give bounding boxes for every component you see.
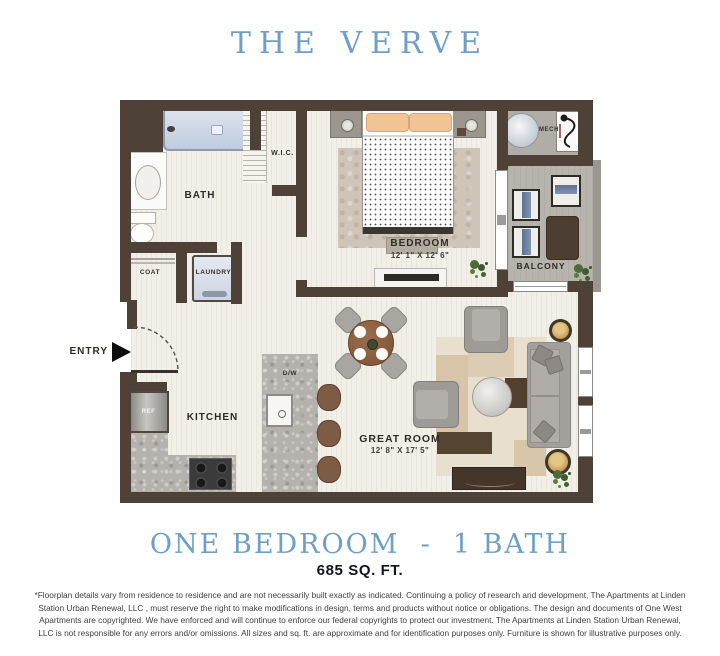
- wall: [578, 397, 593, 405]
- centerpiece: [367, 339, 378, 350]
- water-heater: [504, 113, 539, 148]
- ref-label: REF: [141, 409, 156, 415]
- armchair-left: [413, 381, 459, 428]
- wall: [120, 242, 217, 253]
- tub-drain: [211, 125, 223, 135]
- bar-stool-3: [317, 456, 341, 483]
- plate: [376, 348, 388, 360]
- bar-stool-2: [317, 420, 341, 447]
- wall: [120, 100, 593, 111]
- footboard: [363, 227, 453, 234]
- pillow-right: [409, 113, 452, 132]
- duvet: [363, 135, 453, 229]
- bedroom-dims: 12' 1" X 12' 6": [390, 251, 450, 260]
- square-footage: 685 SQ. FT.: [316, 562, 404, 579]
- nightstand-left: [330, 110, 362, 138]
- plate: [354, 326, 366, 338]
- sink-basin: [135, 165, 161, 200]
- balcony-sliding-door: [513, 281, 568, 292]
- bath-label: BATH: [184, 190, 216, 201]
- washer-door: [202, 291, 227, 297]
- bedroom-balcony-window: [495, 170, 508, 270]
- dw-label: D/W: [282, 370, 298, 377]
- bedroom-label: BEDROOM: [390, 238, 450, 249]
- wall: [568, 281, 593, 292]
- cushion: [522, 229, 531, 255]
- wall: [578, 457, 593, 503]
- wall: [296, 287, 508, 297]
- refrigerator: [128, 391, 169, 433]
- unit-type: ONE BEDROOM - 1 BATH: [149, 529, 571, 560]
- entry-door-arc: [133, 326, 179, 372]
- wall: [120, 372, 131, 503]
- entry-door-leaf: [131, 370, 178, 373]
- page-title: THE VERVE: [230, 26, 490, 61]
- entry-arrow-icon: [112, 342, 131, 362]
- media-console: [452, 467, 526, 490]
- wall: [578, 292, 593, 347]
- cushion: [555, 185, 577, 194]
- balcony-chair: [512, 226, 540, 258]
- bar-stool-1: [317, 384, 341, 411]
- balcony-label: BALCONY: [516, 261, 566, 271]
- great-room-window: [578, 405, 593, 457]
- wall: [176, 253, 187, 303]
- sofa: [527, 342, 571, 448]
- disclaimer: *Floorplan details vary from residence to residence and are not necessarily built exactly as indicated. Continuing a policy of research and development, The Apartments at Linden Station Urban Renewal, LLC , must reserve the right to make modifications in design, terms and products without notice or obligations. The design and documents of One West Apartments are copyrighted. We have enforced and will continue to enforce our federal copyrights to protect our investment. The Apartments at Linden Station Urban Renewal, LLC is not responsible for any errors and/or omissions. All sizes and sq. ft. are approximate and for identification purposes only. Furniture is shown for illustrative purposes only.: [34, 590, 686, 638]
- tv-icon: [384, 274, 439, 281]
- armchair-top: [464, 306, 508, 353]
- books: [457, 128, 466, 136]
- stove: [189, 458, 232, 490]
- balcony-chair: [512, 189, 540, 221]
- plate: [376, 326, 388, 338]
- mech-label: MECH: [538, 127, 560, 133]
- island-sink: [266, 394, 293, 427]
- throw-pillow: [544, 355, 564, 375]
- bathtub: [163, 107, 250, 151]
- vanity-sink: [127, 152, 167, 210]
- nightstand-right: [453, 110, 486, 138]
- wall: [250, 110, 261, 150]
- wall: [497, 155, 593, 166]
- entry-label: ENTRY: [69, 346, 108, 357]
- balcony-chair: [551, 175, 581, 207]
- side-table-top: [549, 319, 572, 342]
- wic-label: W.I.C.: [271, 150, 294, 157]
- plate: [354, 348, 366, 360]
- faucet-icon: [278, 410, 286, 418]
- wall: [127, 300, 137, 329]
- lamp-icon: [341, 119, 354, 132]
- wall: [296, 110, 307, 237]
- great-room-dims: 12' 8" X 17' 5": [370, 446, 430, 455]
- coffee-table: [472, 377, 512, 417]
- console-handle: [465, 478, 515, 487]
- plant-icon: [470, 260, 479, 269]
- laundry-label: LAUNDRY: [195, 269, 232, 276]
- wall: [120, 382, 167, 391]
- plant-icon: [553, 470, 562, 479]
- great-room-label: GREAT ROOM: [359, 433, 441, 445]
- cushion: [522, 192, 531, 218]
- wall: [120, 492, 593, 503]
- faucet-icon: [167, 126, 175, 132]
- seat: [472, 309, 500, 341]
- kitchen-label: KITCHEN: [186, 412, 239, 423]
- bedroom-tv-console: [374, 268, 447, 288]
- great-room-window: [578, 347, 593, 397]
- pillow-left: [366, 113, 409, 132]
- dining-table: [348, 320, 394, 366]
- toilet-bowl: [130, 223, 154, 244]
- coat-label: COAT: [139, 269, 161, 276]
- seat: [416, 390, 448, 419]
- balcony-rail: [593, 160, 601, 292]
- balcony-table: [546, 216, 579, 260]
- lamp-icon: [465, 119, 478, 132]
- bed: [362, 108, 454, 234]
- wall: [131, 110, 163, 152]
